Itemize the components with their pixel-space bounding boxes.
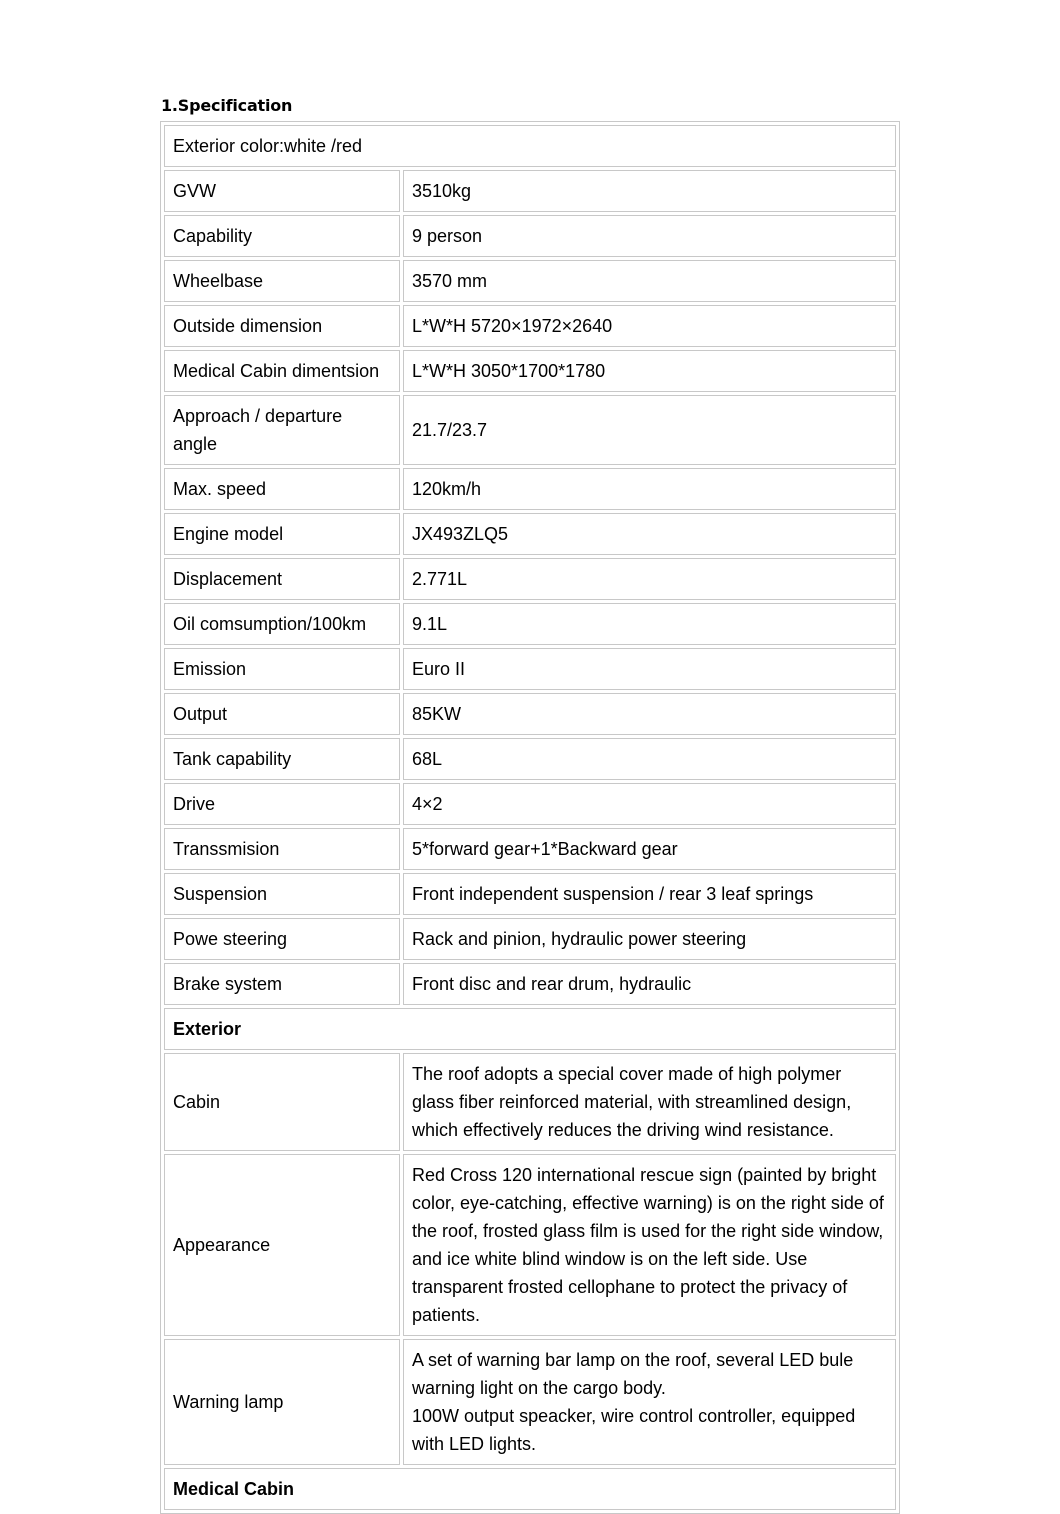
- section-header-cell: Exterior: [164, 1008, 896, 1050]
- table-row: [164, 1053, 896, 1151]
- spec-value-cell: Front disc and rear drum, hydraulic: [403, 963, 896, 1005]
- spec-value-cell: Rack and pinion, hydraulic power steering: [403, 918, 896, 960]
- spec-value-line: 100W output speacker, wire control controller, equipped with LED lights.: [412, 1406, 856, 1454]
- spec-value-cell: Euro II: [403, 648, 896, 690]
- spec-label-cell: GVW: [164, 170, 400, 212]
- table-row: [164, 260, 896, 302]
- spec-value-cell: 120km/h: [403, 468, 896, 510]
- spec-label-cell: Tank capability: [164, 738, 400, 780]
- spec-label-cell: Medical Cabin dimentsion: [164, 350, 400, 392]
- spec-label-cell: Transsmision: [164, 828, 400, 870]
- spec-label-cell: Warning lamp: [164, 1339, 400, 1465]
- spec-label-cell: Emission: [164, 648, 400, 690]
- spec-value-cell: 85KW: [403, 693, 896, 735]
- spec-value-cell: 3510kg: [403, 170, 896, 212]
- spec-value-cell: JX493ZLQ5: [403, 513, 896, 555]
- spec-value-cell: 9 person: [403, 215, 896, 257]
- spec-value-cell: Red Cross 120 international rescue sign (painted by bright color, eye-catching, effective warning) is on the right side of the roof, frosted glass film is used for the right side window, and ice white blind window is on the left side. Use transparent frosted cellophane to protect the privacy of patients.: [403, 1154, 896, 1336]
- spec-label-cell: Powe steering: [164, 918, 400, 960]
- spec-value-cell: The roof adopts a special cover made of high polymer glass fiber reinforced material, with streamlined design, which effectively reduces the driving wind resistance.: [403, 1053, 896, 1151]
- spec-value-cell: Front independent suspension / rear 3 leaf springs: [403, 873, 896, 915]
- spec-value-cell: 5*forward gear+1*Backward gear: [403, 828, 896, 870]
- spec-label-cell: Cabin: [164, 1053, 400, 1151]
- full-width-cell: Exterior color:white /red: [164, 125, 896, 167]
- table-row: [164, 1339, 896, 1465]
- spec-label-cell: Outside dimension: [164, 305, 400, 347]
- table-row: [164, 873, 896, 915]
- table-row: [164, 125, 896, 167]
- table-row: [164, 513, 896, 555]
- table-row: [164, 963, 896, 1005]
- spec-label-cell: Max. speed: [164, 468, 400, 510]
- table-row: [164, 738, 896, 780]
- spec-value-cell: 68L: [403, 738, 896, 780]
- table-row: [164, 215, 896, 257]
- spec-label-cell: Drive: [164, 783, 400, 825]
- spec-value-cell: L*W*H 3050*1700*1780: [403, 350, 896, 392]
- table-row: [164, 305, 896, 347]
- spec-value-cell: [403, 1339, 896, 1465]
- specification-table-body: [164, 125, 896, 1510]
- table-row: [164, 1468, 896, 1510]
- table-row: [164, 1008, 896, 1050]
- table-row: [164, 783, 896, 825]
- spec-value-cell: 4×2: [403, 783, 896, 825]
- table-row: [164, 648, 896, 690]
- spec-value-cell: 2.771L: [403, 558, 896, 600]
- spec-label-cell: Brake system: [164, 963, 400, 1005]
- spec-value-cell: L*W*H 5720×1972×2640: [403, 305, 896, 347]
- table-row: [164, 395, 896, 465]
- table-row: [164, 603, 896, 645]
- spec-value-cell: 9.1L: [403, 603, 896, 645]
- spec-label-cell: Engine model: [164, 513, 400, 555]
- table-row: [164, 918, 896, 960]
- spec-label-cell: Wheelbase: [164, 260, 400, 302]
- table-row: [164, 828, 896, 870]
- spec-value-cell: 21.7/23.7: [403, 395, 896, 465]
- spec-label-cell: Capability: [164, 215, 400, 257]
- spec-label-cell: Suspension: [164, 873, 400, 915]
- table-row: [164, 1154, 896, 1336]
- table-row: [164, 350, 896, 392]
- specification-table: [160, 121, 900, 1514]
- page-heading: 1.Specification: [161, 96, 293, 115]
- spec-value-line: A set of warning bar lamp on the roof, several LED bule warning light on the cargo body.: [412, 1350, 854, 1398]
- spec-label-cell: Displacement: [164, 558, 400, 600]
- spec-value-cell: 3570 mm: [403, 260, 896, 302]
- table-row: [164, 558, 896, 600]
- spec-label-cell: Appearance: [164, 1154, 400, 1336]
- spec-label-cell: Oil comsumption/100km: [164, 603, 400, 645]
- spec-label-cell: Output: [164, 693, 400, 735]
- spec-label-cell: Approach / departure angle: [164, 395, 400, 465]
- table-row: [164, 693, 896, 735]
- table-row: [164, 170, 896, 212]
- section-header-cell: Medical Cabin: [164, 1468, 896, 1510]
- table-row: [164, 468, 896, 510]
